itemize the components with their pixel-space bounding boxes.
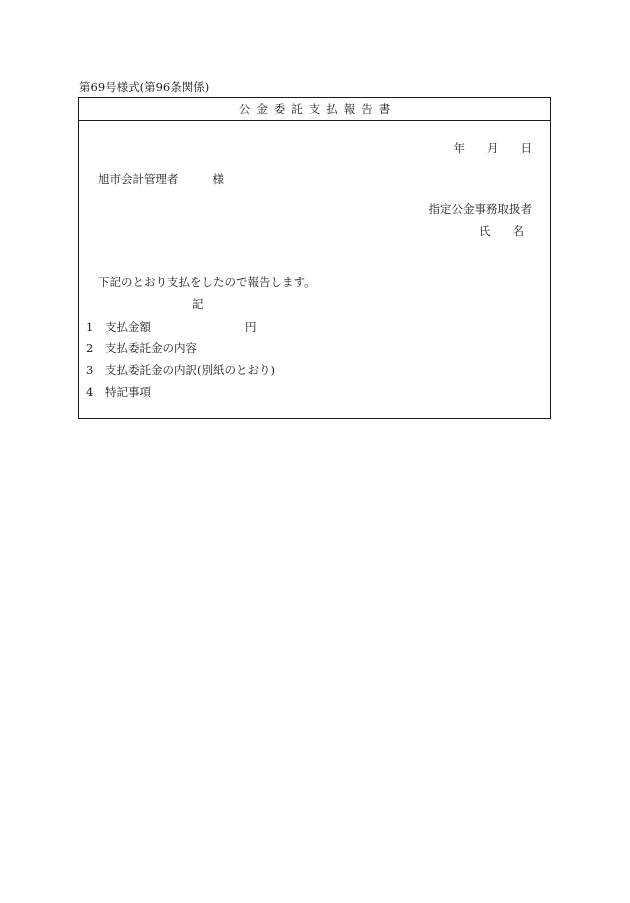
- item-label: 支払金額: [105, 320, 151, 334]
- date-year-label: 年: [453, 141, 465, 155]
- date-month-label: 月: [487, 141, 499, 155]
- report-form: [78, 97, 551, 419]
- addressee-name: 旭市会計管理者: [98, 172, 179, 186]
- item-number: 3: [86, 363, 94, 377]
- ki-heading: 記: [192, 297, 204, 311]
- addressee-honorific: 様: [212, 172, 224, 186]
- item-payment-amount: [86, 320, 257, 334]
- form-title: 公金委託支払報告書: [79, 98, 550, 121]
- form-number: 第69号様式(第96条関係): [79, 80, 210, 94]
- handler-name-label-1: 氏: [479, 224, 491, 238]
- item-special-notes: [86, 385, 151, 399]
- item-number: 1: [86, 320, 94, 334]
- handler-name-label: [479, 224, 524, 238]
- item-payment-breakdown: [86, 363, 275, 377]
- date-line: [454, 141, 533, 155]
- item-number: 4: [86, 385, 94, 399]
- report-statement: 下記のとおり支払をしたので報告します。: [98, 275, 316, 289]
- addressee: [98, 172, 224, 186]
- date-day-label: 日: [520, 141, 532, 155]
- item-label: 特記事項: [105, 385, 151, 399]
- item-label: 支払委託金の内容: [105, 341, 197, 355]
- handler-title: 指定公金事務取扱者: [428, 202, 532, 216]
- item-number: 2: [86, 341, 94, 355]
- handler-name-label-2: 名: [512, 224, 524, 238]
- item-label: 支払委託金の内訳(別紙のとおり): [105, 363, 275, 377]
- item-unit: 円: [245, 320, 257, 334]
- item-payment-content: [86, 341, 197, 355]
